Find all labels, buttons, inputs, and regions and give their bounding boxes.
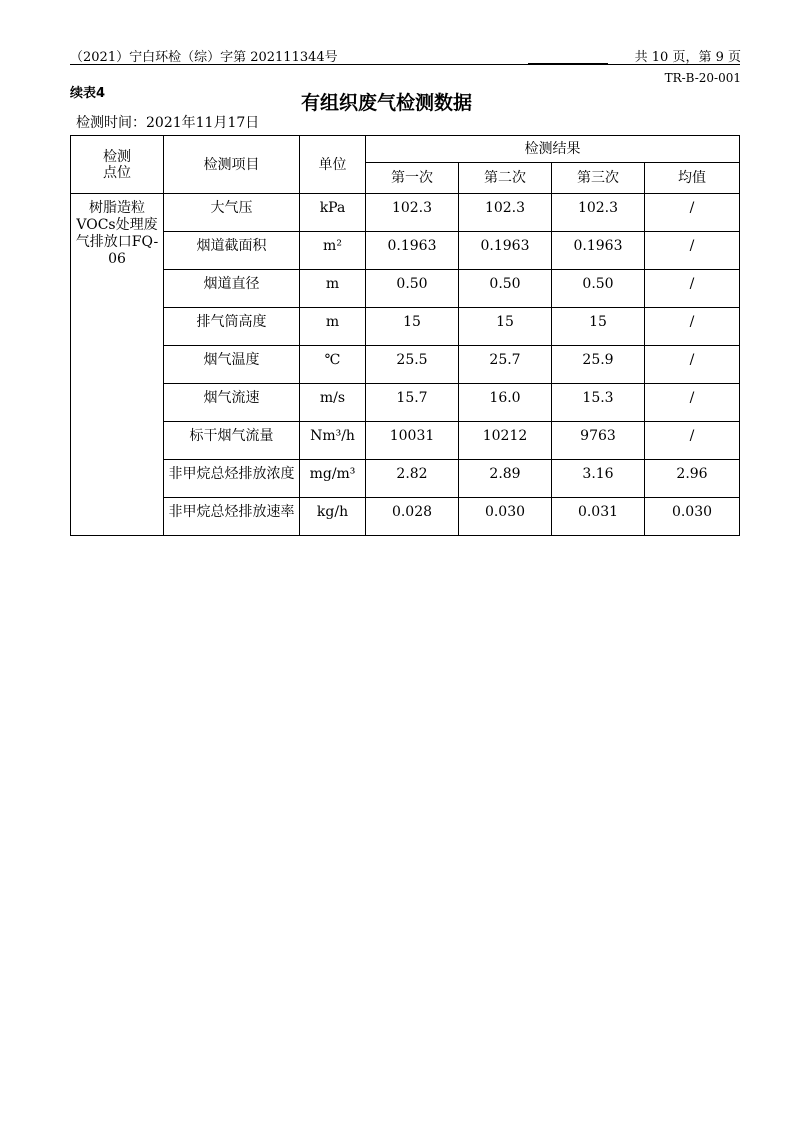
row-value-2: 2.89 [459, 460, 552, 498]
row-average: / [645, 194, 740, 232]
row-value-3: 0.1963 [552, 232, 645, 270]
row-average: / [645, 232, 740, 270]
row-average: 2.96 [645, 460, 740, 498]
row-value-2: 15 [459, 308, 552, 346]
row-value-1: 10031 [366, 422, 459, 460]
row-item: 非甲烷总烃排放速率 [164, 498, 300, 536]
row-unit: Nm³/h [300, 422, 366, 460]
row-unit: kg/h [300, 498, 366, 536]
row-item: 烟道截面积 [164, 232, 300, 270]
row-value-3: 9763 [552, 422, 645, 460]
row-item: 标干烟气流量 [164, 422, 300, 460]
row-value-1: 0.1963 [366, 232, 459, 270]
row-unit: m [300, 308, 366, 346]
row-value-3: 0.50 [552, 270, 645, 308]
document-number: （2021）宁白环检（综）字第 202111344号 [70, 50, 338, 65]
row-unit: mg/m³ [300, 460, 366, 498]
row-unit: m [300, 270, 366, 308]
test-date: 检测时间：2021年11月17日 [76, 115, 260, 131]
row-average: / [645, 270, 740, 308]
row-value-2: 0.030 [459, 498, 552, 536]
header-divider-accent [528, 63, 608, 65]
header-results: 检测结果 [366, 136, 740, 163]
row-value-1: 102.3 [366, 194, 459, 232]
row-item: 大气压 [164, 194, 300, 232]
table-row [71, 460, 740, 498]
row-item: 非甲烷总烃排放浓度 [164, 460, 300, 498]
table-row [71, 308, 740, 346]
row-value-2: 102.3 [459, 194, 552, 232]
row-value-2: 25.7 [459, 346, 552, 384]
row-unit: kPa [300, 194, 366, 232]
row-value-3: 102.3 [552, 194, 645, 232]
row-unit: m² [300, 232, 366, 270]
row-unit: ℃ [300, 346, 366, 384]
row-value-3: 15.3 [552, 384, 645, 422]
row-average: / [645, 346, 740, 384]
header-second: 第二次 [459, 163, 552, 194]
header-item: 检测项目 [164, 136, 300, 194]
row-average: / [645, 308, 740, 346]
row-value-1: 15 [366, 308, 459, 346]
header-location: 检测 点位 [71, 136, 164, 194]
row-value-3: 0.031 [552, 498, 645, 536]
row-value-2: 10212 [459, 422, 552, 460]
header-average: 均值 [645, 163, 740, 194]
sampling-location: 树脂造粒VOCs处理废气排放口FQ-06 [71, 194, 164, 536]
row-value-1: 0.028 [366, 498, 459, 536]
form-code: TR-B-20-001 [664, 71, 741, 85]
table-row [71, 232, 740, 270]
page-title: 有组织废气检测数据 [300, 92, 472, 114]
row-average: 0.030 [645, 498, 740, 536]
table-row [71, 384, 740, 422]
table-row [71, 346, 740, 384]
row-value-3: 15 [552, 308, 645, 346]
header-first: 第一次 [366, 163, 459, 194]
row-average: / [645, 422, 740, 460]
table-row [71, 194, 740, 232]
row-value-3: 25.9 [552, 346, 645, 384]
row-value-1: 2.82 [366, 460, 459, 498]
row-value-2: 0.1963 [459, 232, 552, 270]
table-row [71, 422, 740, 460]
row-item: 烟道直径 [164, 270, 300, 308]
header-third: 第三次 [552, 163, 645, 194]
emission-data-table [70, 135, 740, 536]
row-average: / [645, 384, 740, 422]
row-value-3: 3.16 [552, 460, 645, 498]
row-value-1: 25.5 [366, 346, 459, 384]
continued-label: 续表4 [70, 86, 106, 101]
table-row [71, 498, 740, 536]
row-value-2: 16.0 [459, 384, 552, 422]
page-info: 共 10 页，第 9 页 [634, 50, 741, 65]
row-item: 烟气流速 [164, 384, 300, 422]
header-unit: 单位 [300, 136, 366, 194]
table-row [71, 270, 740, 308]
row-value-1: 15.7 [366, 384, 459, 422]
row-value-2: 0.50 [459, 270, 552, 308]
header-divider [70, 64, 740, 65]
row-item: 烟气温度 [164, 346, 300, 384]
row-value-1: 0.50 [366, 270, 459, 308]
row-item: 排气筒高度 [164, 308, 300, 346]
row-unit: m/s [300, 384, 366, 422]
